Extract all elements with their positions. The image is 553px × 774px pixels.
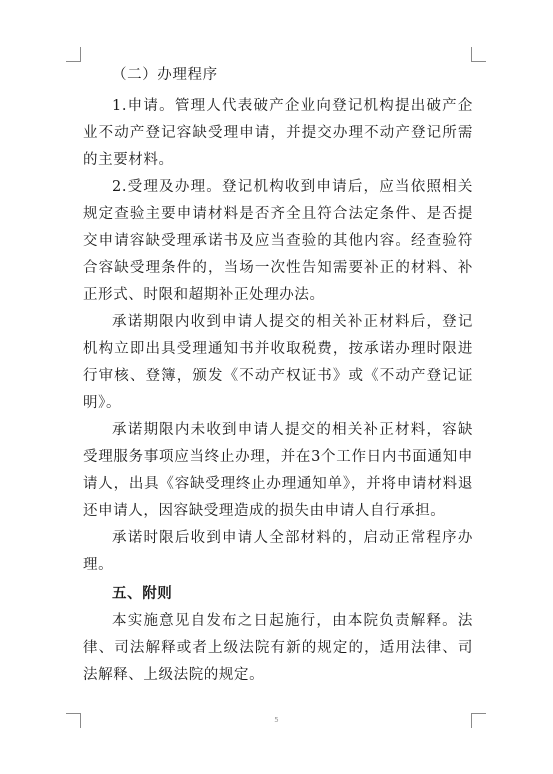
paragraph-application: 1.申请。管理人代表破产企业向登记机构提出破产企业不动产登记容缺受理申请，并提交办理不动产登记所需的主要材料。: [83, 98, 473, 168]
paragraph-late-materials: 承诺时限后收到申请人全部材料的，启动正常程序办理。: [83, 530, 473, 573]
paragraph-supplement-not-received: 承诺期限内未收到申请人提交的相关补正材料，容缺受理服务事项应当终止办理，并在3个工作日内书面通知申请人，出具《容缺受理终止办理通知单》，并将申请材料退还申请人，因容缺受理造成的损失由申请人自行承担。: [83, 422, 473, 519]
paragraph-acceptance: 2.受理及办理。登记机构收到申请后，应当依照相关规定查验主要申请材料是否齐全且符合法定条件、是否提交申请容缺受理承诺书及应当查验的其他内容。经查验符合容缺受理条件的，当场一次性告知需要补正的材料、补正形式、时限和超期补正处理办法。: [83, 179, 473, 303]
crop-mark-top-left: [66, 47, 81, 62]
crop-mark-top-right: [471, 47, 486, 62]
appendix-paragraph: 本实施意见自发布之日起施行，由本院负责解释。法律、司法解释或者上级法院有新的规定的，适用法律、司法解释、上级法院的规定。: [83, 613, 473, 683]
section-heading: （二）办理程序: [112, 67, 218, 83]
page-number: 5: [274, 716, 279, 724]
document-body: [83, 62, 473, 689]
paragraph-supplement-received: 承诺期限内收到申请人提交的相关补正材料后，登记机构立即出具受理通知书并收取税费，按承诺办理时限进行审核、登簿，颁发《不动产权证书》或《不动产登记证明》。: [83, 314, 473, 411]
appendix-heading: 五、附则: [112, 586, 173, 602]
